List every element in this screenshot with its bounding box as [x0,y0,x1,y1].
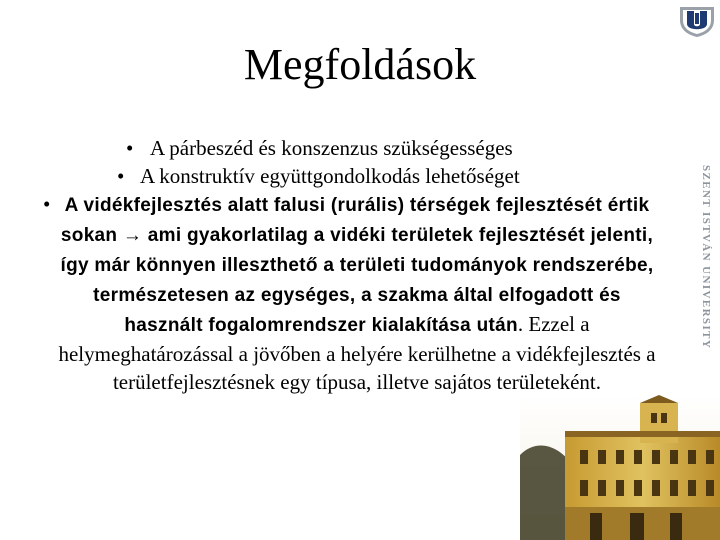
bullet-dot-icon: • [43,192,51,216]
bullet-text: A konstruktív együttgondolkodás lehetőséget [140,164,520,188]
bullet-dot-icon: • [117,164,125,188]
bullet-list [0,134,720,396]
bullet-text: A párbeszéd és konszenzus szükségességes [150,136,513,160]
bullet-text [58,190,656,396]
bullet-item [0,134,720,162]
slide-title: Megfoldások [243,40,477,89]
bullet-text-normal: . Ezzel a helymeghatározással a jövőben a helyére kerülhetne a vidékfejlesztés a területfejlesztésnek egy típusa, illetve sajátos területeként. [58,312,656,394]
bullet-dot-icon: • [126,136,134,160]
bullet-item [0,190,720,396]
university-building-photo [520,395,720,540]
bullet-item [0,162,720,190]
university-logo-icon [678,4,716,38]
bullet-text-bold: A vidékfejlesztés alatt falusi (rurális) térségek fejlesztését értik sokan → ami gyakorlatilag a vidéki területek fejlesztését jelenti, így már könnyen illeszthető a területi tudományok rendszerébe, természetesen az egységes, a szakma által elfogadott és használt fogalomrendszer kialakítása után [60,195,654,336]
university-name-vertical: SZENT ISTVÁN UNIVERSITY [700,165,712,350]
